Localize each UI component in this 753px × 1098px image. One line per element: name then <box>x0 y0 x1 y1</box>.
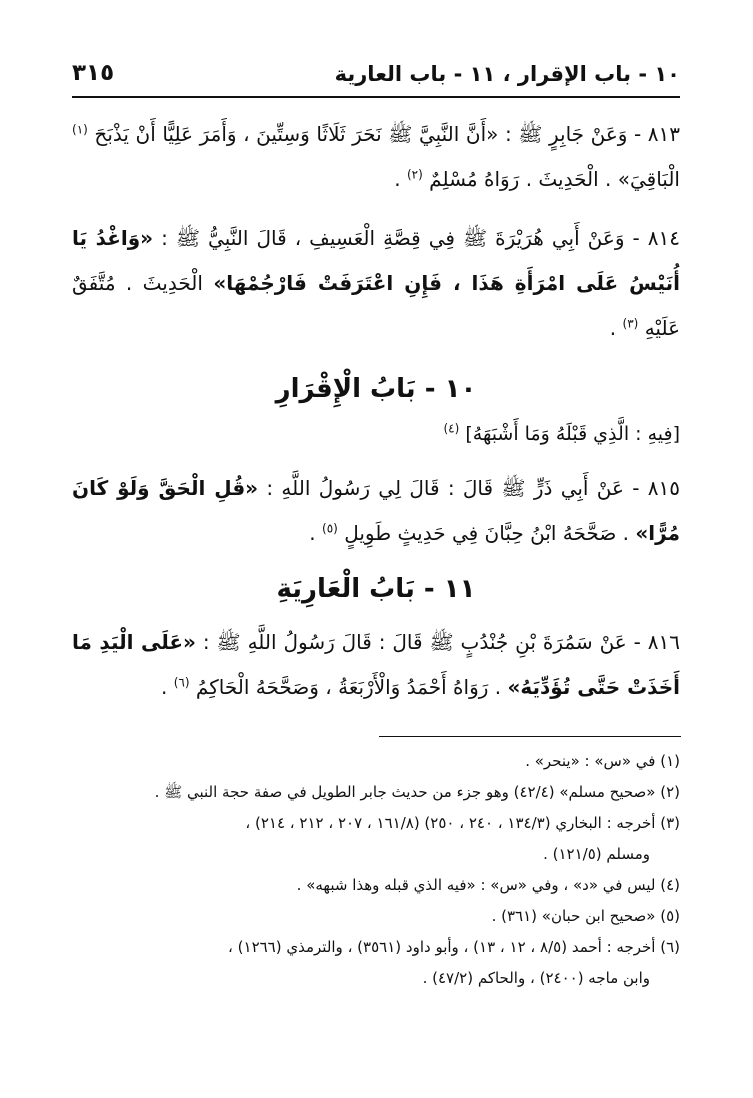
hadith-815-intro: ٨١٥ - عَنْ أَبِي ذَرٍّ ﷺ قَالَ : قَالَ لِي رَسُولُ اللَّهِ : <box>266 476 680 500</box>
footnote-1: (١) في «س» : «ينحر» . <box>525 752 680 770</box>
hadith-813 <box>72 112 680 207</box>
hadith-816-source: . رَوَاهُ أَحْمَدُ وَالْأَرْبَعَةُ ، وَصَحَّحَهُ الْحَاكِمُ <box>195 675 502 699</box>
hadith-813-end: . <box>394 167 401 191</box>
running-title: ١٠ - باب الإقرار ، ١١ - باب العارية <box>334 62 680 86</box>
hadith-814-intro: ٨١٤ - وَعَنْ أَبِي هُرَيْرَةَ ﷺ فِي قِصَّةِ الْعَسِيفِ ، قَالَ النَّبِيُّ ﷺ : <box>161 226 680 250</box>
hadith-816-quote: «عَلَى الْيَدِ مَا أَخَذَتْ حَتَّى تُؤَدِّيَهُ» <box>72 630 680 699</box>
hadith-814-quote: «وَاغْدُ يَا أُنَيْسُ عَلَى امْرَأَةِ هَذَا ، فَإِنِ اعْتَرَفَتْ فَارْجُمْهَا» <box>72 226 680 295</box>
footnotes <box>72 746 680 994</box>
hadith-815-source: . صَحَّحَهُ ابْنُ حِبَّانَ فِي حَدِيثٍ طَوِيلٍ <box>344 521 630 545</box>
footnote-separator <box>379 736 681 737</box>
hadith-813-rest: الْبَاقِيَ» . الْحَدِيثَ . رَوَاهُ مُسْلِمٌ <box>429 167 680 191</box>
hadith-815 <box>72 466 680 558</box>
hadith-816-intro: ٨١٦ - عَنْ سَمُرَةَ بْنِ جُنْدُبٍ ﷺ قَالَ : قَالَ رَسُولُ اللَّهِ ﷺ : <box>202 630 680 654</box>
hadith-814-source: الْحَدِيثَ . مُتَّفَقٌ عَلَيْهِ <box>72 271 680 340</box>
header-rule <box>72 96 680 98</box>
footnote-3: (٣) أخرجه : البخاري (١٣٤/٣ ، ٢٤٠ ، ٢٥٠) (١٦١/٨ ، ٢٠٧ ، ٢١٢ ، ٢١٤) ، <box>245 814 680 832</box>
chapter-note-text: [فِيهِ : الَّذِي قَبْلَهُ وَمَا أَشْبَهَهُ] <box>465 423 680 445</box>
page-number: ٣١٥ <box>72 60 115 86</box>
footnote-3-continued: ومسلم (١٢١/٥) . <box>543 845 650 863</box>
footnote-ref-5: (٥) <box>322 521 338 536</box>
footnote-6-continued: وابن ماجه (٢٤٠٠) ، والحاكم (٤٧/٢) . <box>422 969 650 987</box>
footnote-4: (٤) ليس في «د» ، وفي «س» : «فيه الذي قبله وهذا شبهه» . <box>296 876 680 894</box>
hadith-814-end: . <box>609 316 617 340</box>
hadith-815-end: . <box>309 521 316 545</box>
footnote-ref-4: (٤) <box>443 421 460 436</box>
footnote-ref-1: (١) <box>72 122 88 137</box>
hadith-815-quote: «قُلِ الْحَقَّ وَلَوْ كَانَ مُرًّا» <box>72 476 680 545</box>
chapter-heading-ariya: ١١ - بَابُ الْعَارِيَةِ <box>276 574 476 604</box>
main-text <box>72 112 680 714</box>
footnote-5: (٥) «صحيح ابن حبان» (٣٦١) . <box>491 907 680 925</box>
hadith-813-text: ٨١٣ - وَعَنْ جَابِرٍ ﷺ : «أَنَّ النَّبِيَّ ﷺ نَحَرَ ثَلَاثًا وَسِتِّينَ ، وَأَمَرَ عَلِيًّا أَنْ يَذْبَحَ <box>94 122 681 146</box>
hadith-816-end: . <box>161 675 168 699</box>
footnote-6: (٦) أخرجه : أحمد (٨/٥ ، ١٢ ، ١٣) ، وأبو داود (٣٥٦١) ، والترمذي (١٢٦٦) ، <box>228 938 680 956</box>
footnote-2: (٢) «صحيح مسلم» (٤٢/٤) وهو جزء من حديث جابر الطويل في صفة حجة النبي ﷺ . <box>154 783 680 801</box>
hadith-814 <box>72 216 680 356</box>
footnote-ref-3: (٣) <box>622 316 639 331</box>
chapter-heading-iqrar: ١٠ - بَابُ الْإِقْرَارِ <box>275 374 477 404</box>
page-header <box>72 56 680 96</box>
footnote-ref-6: (٦) <box>173 675 190 690</box>
footnote-ref-2: (٢) <box>406 167 423 182</box>
hadith-816 <box>72 620 680 714</box>
chapter-note <box>72 414 680 460</box>
